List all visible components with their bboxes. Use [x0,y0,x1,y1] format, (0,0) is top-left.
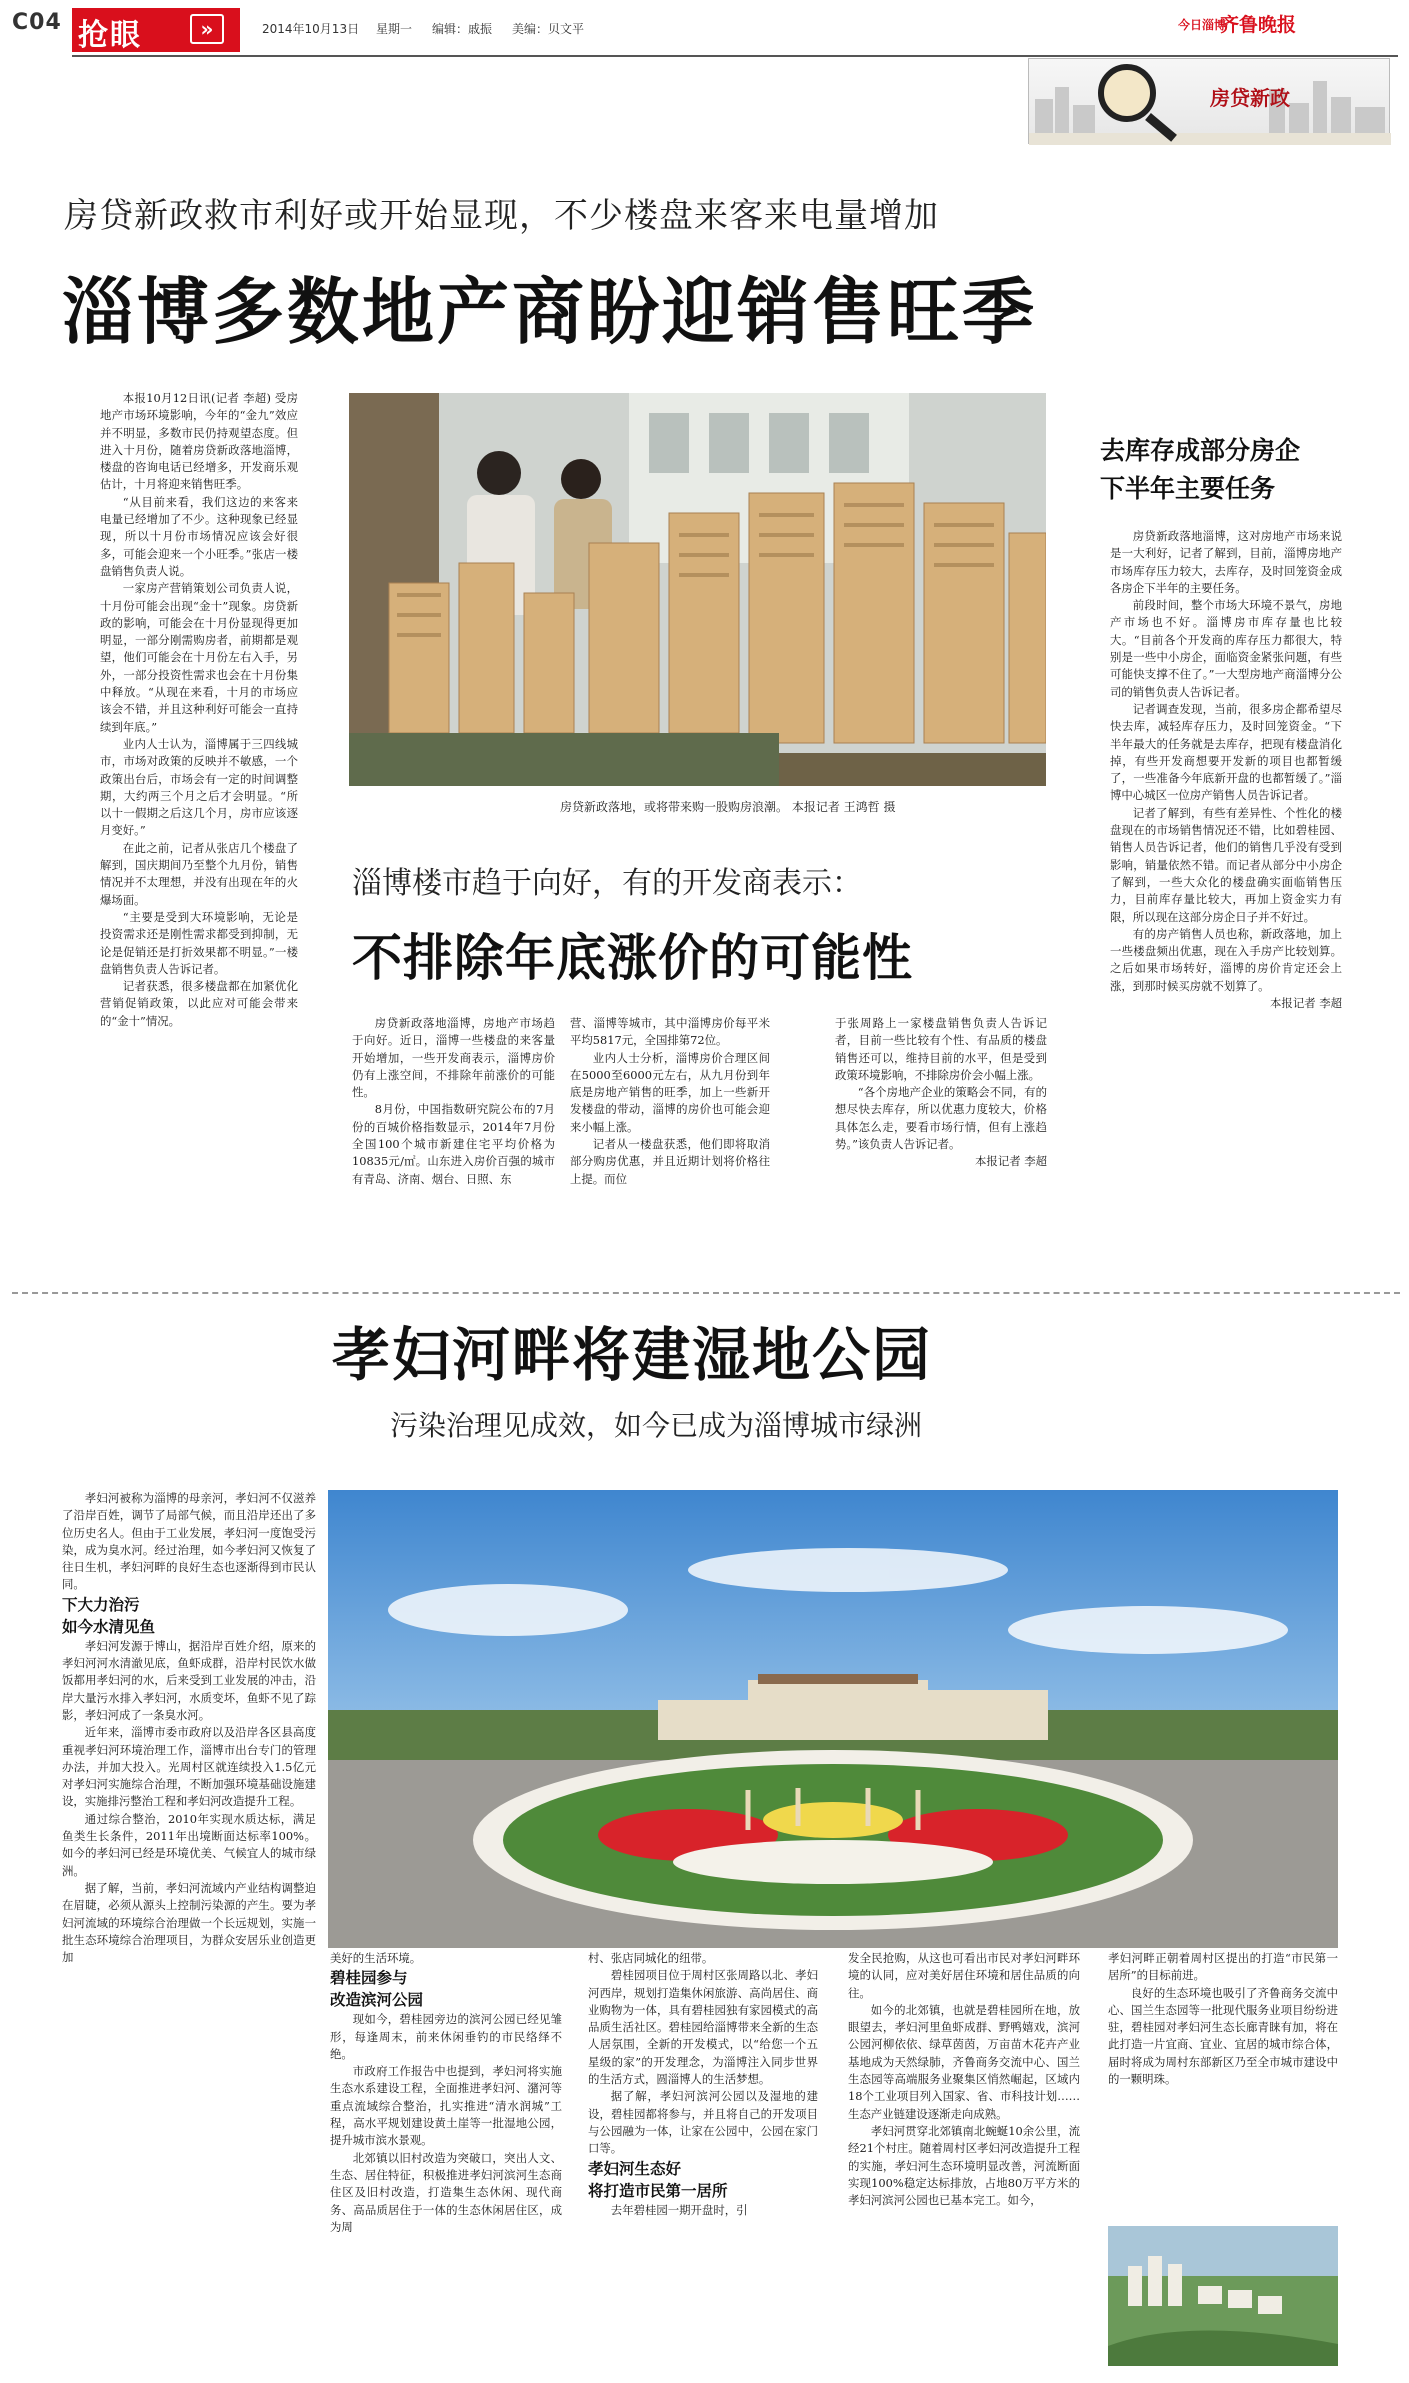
story2-headline: 不排除年底涨价的可能性 [352,929,913,987]
story3-kicker: 污染治理见成效，如今已成为淄博城市绿洲 [390,1409,923,1442]
paragraph: 记者从一楼盘获悉，他们即将取消部分购房优惠，并且近期计划将价格往上提。而位 [570,1137,770,1186]
subheading [330,1967,562,2011]
right-column-heading [1100,432,1300,508]
paragraph: 北郊镇以旧村改造为突破口，突出人文、生态、居住特征，积极推进孝妇河滨河生态商住区及旧村改造，打造集生态休闲、现代商务、高品质居住于一体的生态休闲居住区，成为周 [330,2150,562,2234]
paragraph: 本报10月12日讯(记者 李超) 受房地产市场环境影响，今年的“金九”效应并不明显，多数市民仍持观望态度。但进入十月份，随着房贷新政落地淄博，楼盘的咨询电话已经增多，开发商乐观估计，十月将迎来销售旺季。 [100,391,298,492]
paragraph: 村、张店同城化的纽带。 [588,1951,714,1965]
paragraph: 美好的生活环境。 [330,1951,422,1965]
subheading-line: 改造滨河公园 [330,1991,424,2010]
paragraph: 营、淄博等城市，其中淄博房价每平米平均5817元，全国排第72位。 [570,1016,770,1048]
story3-col4 [848,1950,1080,2380]
byline: 本报记者 李超 [1270,996,1342,1011]
paragraph: 孝妇河贯穿北郊镇南北蜿蜒10余公里，流经21个村庄。随着周村区孝妇河改造提升工程的实施，孝妇河生态环境明显改善，河流断面实现100%稳定达标排放，占地80万平方米的孝妇河滨河公园也已基本完工。如今， [848,2123,1080,2208]
paragraph: 近年来，淄博市委市政府以及沿岸各区县高度重视孝妇河环境治理工作，淄博市出台专门的管理办法，并加大投入。光周村区就连续投入1.5亿元对孝妇河实施综合治理，不断加强环境基础设施建设，实施排污整治工程和孝妇河改造提升工程。 [62,1725,316,1809]
park-illustration [328,1490,1338,1948]
paragraph: 良好的生态环境也吸引了齐鲁商务交流中心、国兰生态园等一批现代服务业项目纷纷进驻，碧桂园对孝妇河生态长廊青睐有加，将在此打造一片宜商、宜业、宜居的城市综合体，届时将成为周村东部新区乃至全市城市建设中的一颗明珠。 [1108,1985,1338,2087]
paragraph: 一家房产营销策划公司负责人说，十月份可能会出现“金十”现象。房贷新政的影响，可能会在十月份显现得更加明显，一部分刚需购房者，前期都是观望，他们可能会在十月份左右入手，另外，一部分投资性需求也会在十月份集中释放。“从现在来看，十月的市场应该会不错，并且这种利好可能会一直持续到年底。” [100,581,298,734]
editor-credit: 编辑：戚振 [432,22,493,36]
story-divider [12,1292,1400,1294]
paragraph: 记者了解到，有些有差异性、个性化的楼盘现在的市场销售情况还不错，比如碧桂园、销售人员告诉记者，他们的销售几乎没有受到影响，销量依然不错。而记者从部分中小房企了解到，一些大众化的楼盘确实面临销售压力，目前库存量比较大，再加上资金实力有限，所以现在这部分房企日子并不好过。 [1110,805,1342,924]
paragraph: 房贷新政落地淄博，房地产市场趋于向好。近日，淄博一些楼盘的来客量开始增加，一些开发商表示，淄博房价仍有上涨空间，不排除年前涨价的可能性。 [352,1016,555,1100]
page-number: C04 [12,10,62,35]
paragraph: 记者获悉，很多楼盘都在加紧优化营销促销政策，以此应对可能会带来的“金十”情况。 [100,979,298,1028]
masthead-rule [72,55,1398,57]
section-banner [1028,58,1390,144]
paragraph: 房贷新政落地淄博，这对房地产市场来说是一大利好，记者了解到，目前，淄博房地产市场库存压力较大，去库存，及时回笼资金成各房企下半年的主要任务。 [1110,529,1342,595]
story2-col2 [570,1015,770,1280]
aerial-rendering-photo [1108,2226,1338,2366]
building-model-illustration [349,393,1046,786]
subheading-line: 将打造市民第一居所 [588,2181,728,2200]
story2-kicker: 淄博楼市趋于向好，有的开发商表示： [352,866,862,901]
paragraph: 记者调查发现，当前，很多房企都希望尽快去库，减轻库存压力，及时回笼资金。“下半年最大的任务就是去库存，把现有楼盘消化掉，有些开发商想要开发新的项目也都暂缓了，一些准备今年底新开盘的也都暂缓了。”淄博中心城区一位房产销售人员告诉记者。 [1110,701,1342,803]
banner-title: 房贷新政 [1210,86,1290,110]
paragraph: 业内人士分析，淄博房价合理区间在5000至6000元左右，从九月份到年底是房地产销售的旺季，加上一些新开发楼盘的带动，淄博的房价也可能会迎来小幅上涨。 [570,1050,770,1134]
paper-logo: 齐鲁晚报 [1220,14,1297,36]
subheading [62,1594,316,1638]
issue-date: 2014年10月13日 [262,22,360,36]
wetland-park-photo [328,1490,1338,1948]
story1-headline: 淄博多数地产商盼迎销售旺季 [62,270,1038,354]
heading-line: 去库存成部分房企 [1100,436,1301,465]
photo-caption: 房贷新政落地，或将带来购一股购房浪潮。 本报记者 王鸿哲 摄 [560,800,896,814]
paragraph: “从目前来看，我们这边的来客来电量已经增加了不少。这种现象已经显现，所以十月份市场情况应该会好很多，可能会迎来一个小旺季。”张店一楼盘销售负责人说。 [100,494,298,578]
paragraph: 发全民抢购，从这也可看出市民对孝妇河畔环境的认同，应对美好居住环境和居住品质的向往。 [848,1951,1080,2000]
paragraph: 孝妇河发源于博山，据沿岸百姓介绍，原来的孝妇河河水清澈见底，鱼虾成群，沿岸村民饮水做饭都用孝妇河的水，后来受到工业发展的冲击，沿岸大量污水排入孝妇河，水质变坏，鱼虾不见了踪影，孝妇河成了一条臭水河。 [62,1638,316,1722]
paragraph: “主要是受到大环境影响，无论是投资需求还是刚性需求都受到抑制，无论是促销还是打折效果都不明显。”一楼盘销售负责人告诉记者。 [100,909,298,976]
paragraph: 通过综合整治，2010年实现水质达标，满足鱼类生长条件，2011年出境断面达标率100%。如今的孝妇河已经是环境优美、气候宜人的城市绿洲。 [62,1811,316,1878]
subheading-line: 如今水清见鱼 [62,1617,156,1636]
aerial-illustration [1108,2226,1338,2366]
paragraph: 孝妇河畔正朝着周村区提出的打造“市民第一居所”的目标前进。 [1108,1951,1338,1983]
story3-headline: 孝妇河畔将建湿地公园 [332,1321,933,1389]
paragraph: 前段时间，整个市场大环境不景气，房地产市场也不好。淄博房市库存量也比较大。“目前各个开发商的库存压力都很大，特别是一些中小房企，面临资金紧张问题，有些可能快支撑不住了。”一大型房地产商淄博分公司的销售负责人告诉记者。 [1110,598,1342,699]
story1-col1 [100,390,298,1280]
sales-office-photo [349,393,1046,786]
magnifier-icon [1098,64,1156,122]
story3-col5 [1108,1950,1338,2220]
story2-col1 [352,1015,555,1280]
paragraph: “各个房地产企业的策略会不同，有的想尽快去库存，所以优惠力度较大，价格具体怎么走，要看市场行情，但有上涨趋势。”该负责人告诉记者。 [835,1085,1047,1152]
paragraph: 如今的北郊镇，也就是碧桂园所在地，放眼望去，孝妇河里鱼虾成群、野鸭嬉戏，滨河公园河柳依依、绿草茵茵，万亩苗木花卉产业基地成为天然绿肺，齐鲁商务交流中心、国兰生态园等高端服务业聚集区悄然崛起，区域内18个工业项目列入国家、省、市科技计划……生态产业链建设逐渐走向成熟。 [848,2002,1080,2121]
paragraph: 碧桂园项目位于周村区张周路以北、孝妇河西岸，规划打造集休闲旅游、高尚居住、商业购物为一体，具有碧桂园独有家园模式的高品质生活社区。碧桂园给淄博带来全新的生态人居氛围，全新的开发模式，以“给您一个五星级的家”的开发理念，为淄博注入同步世界的生活方式，圆淄博人的生活梦想。 [588,1968,818,2087]
paragraph: 有的房产销售人员也称，新政落地，加上一些楼盘频出优惠，现在入手房产比较划算。之后如果市场转好，淄博的房价肯定还会上涨，到那时候买房就不划算了。 [1110,926,1342,993]
paragraph: 在此之前，记者从张店几个楼盘了解到，国庆期间乃至整个九月份，销售情况并不太理想，并没有出现在年的火爆场面。 [100,840,298,907]
paper-region-tag: 今日淄博 [1178,18,1227,32]
story2-col3 [835,1015,1047,1280]
paragraph: 据了解，孝妇河滨河公园以及湿地的建设，碧桂园都将参与，并且将自己的开发项目与公园融为一体，让家在公园中，公园在家门口等。 [588,2089,818,2156]
story1-kicker: 房贷新政救市利好或开始显现，不少楼盘来客来电量增加 [64,196,939,236]
story3-col1 [62,1490,316,2380]
story3-col3 [588,1950,818,2380]
paragraph: 据了解，当前，孝妇河流域内产业结构调整迫在眉睫，必须从源头上控制污染源的产生。要为孝妇河流域的环境综合治理做一个长远规划，实施一批生态环境综合治理项目，为群众安居乐业创造更加 [62,1880,316,1965]
section-label: 抢眼 [78,18,142,53]
byline: 本报记者 李超 [975,1154,1047,1169]
story1-right-col [1110,528,1342,1273]
paragraph: 孝妇河被称为淄博的母亲河，孝妇河不仅滋养了沿岸百姓，调节了局部气候，而且沿岸还出了多位历史名人。但由于工业发展，孝妇河一度饱受污染，成为臭水河。经过治理，如今孝妇河又恢复了往日生机，孝妇河畔的良好生态也逐渐得到市民认同。 [62,1491,316,1592]
paragraph: 业内人士认为，淄博属于三四线城市，市场对政策的反映并不敏感，一个政策出台后，市场会有一定的时间调整期，大约两三个月之后才会明显。“所以十一假期之后这几个月，房市应该逐月变好。” [100,736,298,838]
double-chevron-icon: » [190,14,224,44]
paragraph: 8月份，中国指数研究院公布的7月份的百城价格指数显示，2014年7月份全国100个城市新建住宅平均价格为10835元/㎡。山东进入房价百强的城市有青岛、济南、烟台、日照、东 [352,1102,555,1186]
subheading-line: 下大力治污 [62,1595,140,1614]
story3-col2 [330,1950,562,2380]
paragraph: 现如今，碧桂园旁边的滨河公园已经见雏形，每逢周末，前来休闲垂钓的市民络绎不绝。 [330,2012,562,2061]
subheading-line: 碧桂园参与 [330,1969,408,1988]
paragraph: 于张周路上一家楼盘销售负责人告诉记者，目前一些比较有个性、有品质的楼盘销售还可以，维持目前的水平，但是受到政策环境影响，不排除房价会小幅上涨。 [835,1016,1047,1082]
issue-weekday: 星期一 [376,22,413,36]
designer-credit: 美编：贝文平 [512,22,585,36]
paragraph: 去年碧桂园一期开盘时，引 [610,2202,748,2217]
paragraph: 市政府工作报告中也提到，孝妇河将实施生态水系建设工程，全面推进孝妇河、潴河等重点流域综合整治，扎实推进“清水润城”工程，高水平规划建设黄土崖等一批湿地公园，提升城市滨水景观。 [330,2064,562,2148]
subheading [588,2158,818,2202]
heading-line: 下半年主要任务 [1100,474,1276,503]
subheading-line: 孝妇河生态好 [588,2159,682,2178]
